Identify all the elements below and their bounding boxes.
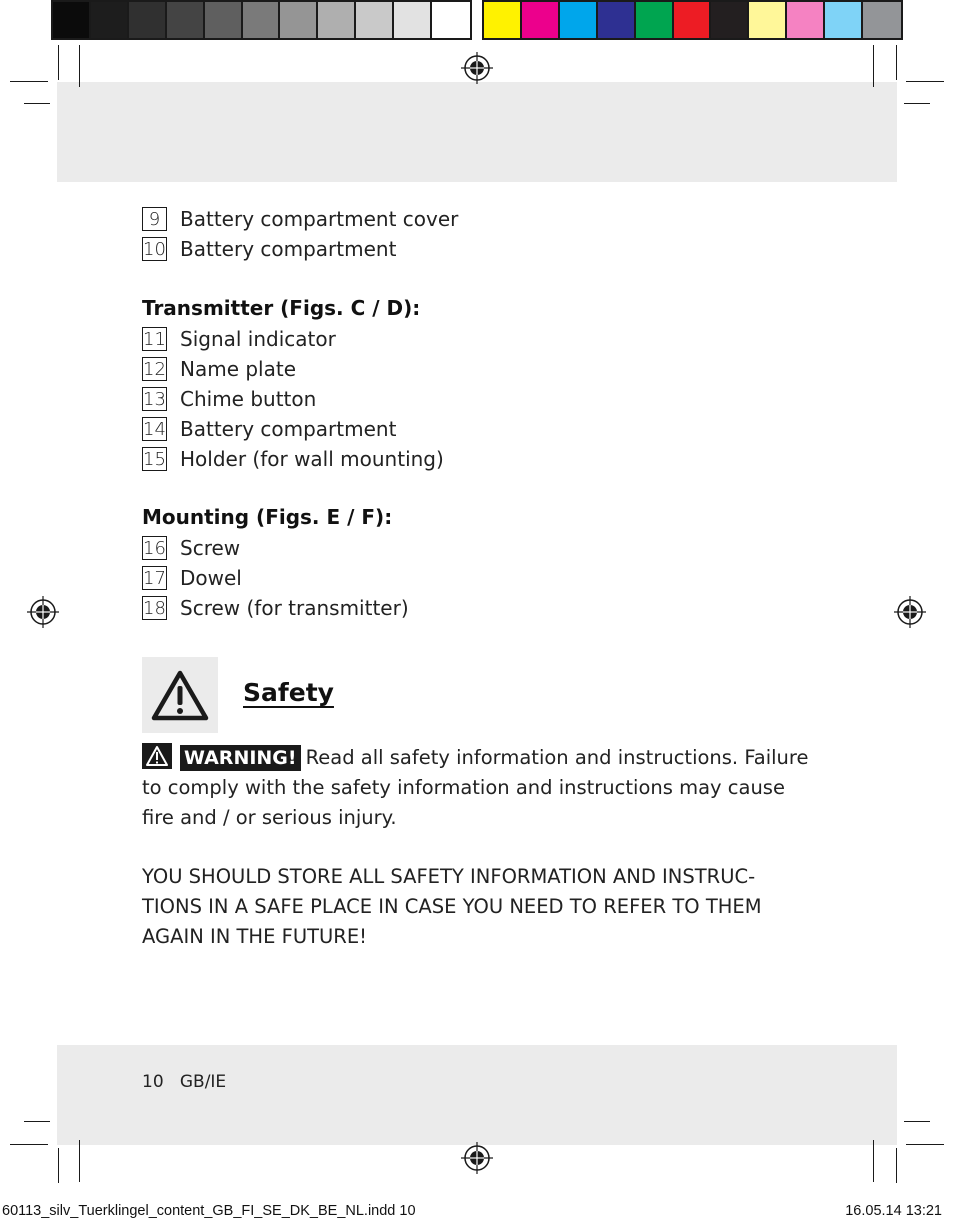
color-swatch bbox=[522, 2, 560, 38]
color-swatch bbox=[394, 2, 432, 38]
section-heading-transmitter: Transmitter (Figs. C / D): bbox=[142, 296, 421, 320]
crop-mark bbox=[873, 45, 874, 87]
color-swatch bbox=[243, 2, 281, 38]
color-swatch bbox=[280, 2, 318, 38]
item-number: 9 bbox=[142, 207, 167, 231]
color-swatch bbox=[484, 2, 522, 38]
footer-band bbox=[57, 1045, 897, 1145]
section-title-safety: Safety bbox=[243, 678, 334, 707]
color-swatch bbox=[432, 2, 470, 38]
crop-mark bbox=[873, 1140, 874, 1182]
crop-mark bbox=[79, 45, 80, 87]
colorbar-process bbox=[482, 0, 903, 40]
crop-mark bbox=[906, 1144, 944, 1145]
crop-mark bbox=[906, 81, 944, 82]
list-item bbox=[142, 356, 296, 382]
list-item bbox=[142, 595, 409, 621]
item-label: Battery compartment bbox=[180, 237, 397, 261]
item-number: 16 bbox=[143, 537, 166, 559]
page-footer bbox=[142, 1072, 226, 1092]
color-swatch bbox=[863, 2, 901, 38]
list-item bbox=[142, 326, 336, 352]
item-label: Screw (for transmitter) bbox=[180, 596, 409, 620]
item-number: 10 bbox=[143, 238, 166, 260]
color-swatch bbox=[825, 2, 863, 38]
colorbar-grayscale bbox=[51, 0, 472, 40]
list-item bbox=[142, 565, 242, 591]
color-swatch bbox=[674, 2, 712, 38]
crop-mark bbox=[24, 103, 50, 104]
safety-notice: YOU SHOULD STORE ALL SAFETY INFORMATION AND INSTRUC-TIONS IN A SAFE PLACE IN CASE YOU NEED TO REFER TO THEM AGAIN IN THE FUTURE! bbox=[142, 865, 762, 948]
item-number: 13 bbox=[143, 388, 166, 410]
color-swatch bbox=[636, 2, 674, 38]
crop-mark bbox=[79, 1140, 80, 1182]
list-item bbox=[142, 236, 396, 262]
crop-mark bbox=[58, 1148, 59, 1183]
item-number: 14 bbox=[143, 418, 166, 440]
color-swatch bbox=[91, 2, 129, 38]
color-swatch bbox=[598, 2, 636, 38]
crop-mark bbox=[904, 103, 930, 104]
section-heading-mounting: Mounting (Figs. E / F): bbox=[142, 505, 393, 529]
list-item bbox=[142, 446, 444, 472]
warning-small-icon bbox=[142, 743, 172, 769]
item-number: 15 bbox=[143, 448, 166, 470]
color-swatch bbox=[167, 2, 205, 38]
item-label: Chime button bbox=[180, 387, 317, 411]
warning-paragraph bbox=[142, 743, 812, 833]
color-swatch bbox=[560, 2, 598, 38]
safety-icon-box bbox=[142, 657, 218, 733]
warning-text: Read all safety information and instructions. Failure to comply with the safety information and instructions may cause fire and / or serious injury. bbox=[142, 746, 809, 829]
color-swatch bbox=[356, 2, 394, 38]
warning-triangle-icon bbox=[142, 657, 218, 733]
crop-mark bbox=[10, 1144, 48, 1145]
color-swatch bbox=[749, 2, 787, 38]
color-swatch bbox=[129, 2, 167, 38]
color-swatch bbox=[205, 2, 243, 38]
item-label: Battery compartment bbox=[180, 417, 397, 441]
registration-mark-icon bbox=[461, 1142, 493, 1174]
header-band bbox=[57, 82, 897, 182]
list-item bbox=[142, 386, 316, 412]
color-swatch bbox=[53, 2, 91, 38]
color-swatch bbox=[318, 2, 356, 38]
list-item bbox=[142, 535, 240, 561]
item-label: Battery compartment cover bbox=[180, 207, 459, 231]
item-label: Screw bbox=[180, 536, 241, 560]
registration-mark-icon bbox=[894, 596, 926, 628]
crop-mark bbox=[896, 45, 897, 80]
crop-mark bbox=[904, 1121, 930, 1122]
slug-filename: 60113_silv_Tuerklingel_content_GB_FI_SE_DK_BE_NL.indd 10 bbox=[2, 1203, 416, 1219]
list-item bbox=[142, 416, 396, 442]
item-label: Name plate bbox=[180, 357, 297, 381]
warning-badge: WARNING! bbox=[180, 745, 301, 771]
item-number: 11 bbox=[143, 328, 166, 350]
item-label: Dowel bbox=[180, 566, 242, 590]
registration-mark-icon bbox=[27, 596, 59, 628]
item-number: 17 bbox=[143, 567, 166, 589]
item-number: 12 bbox=[143, 358, 166, 380]
registration-mark-icon bbox=[461, 52, 493, 84]
item-label: Holder (for wall mounting) bbox=[180, 447, 444, 471]
crop-mark bbox=[10, 81, 48, 82]
crop-mark bbox=[896, 1148, 897, 1183]
list-item bbox=[142, 206, 458, 232]
page-number: 10 bbox=[142, 1072, 164, 1092]
color-swatch bbox=[711, 2, 749, 38]
crop-mark bbox=[24, 1121, 50, 1122]
item-label: Signal indicator bbox=[180, 327, 336, 351]
locale-label: GB/IE bbox=[179, 1072, 227, 1092]
color-swatch bbox=[787, 2, 825, 38]
crop-mark bbox=[58, 45, 59, 80]
item-number: 18 bbox=[143, 597, 166, 619]
slug-date: 16.05.14 13:21 bbox=[845, 1203, 942, 1219]
